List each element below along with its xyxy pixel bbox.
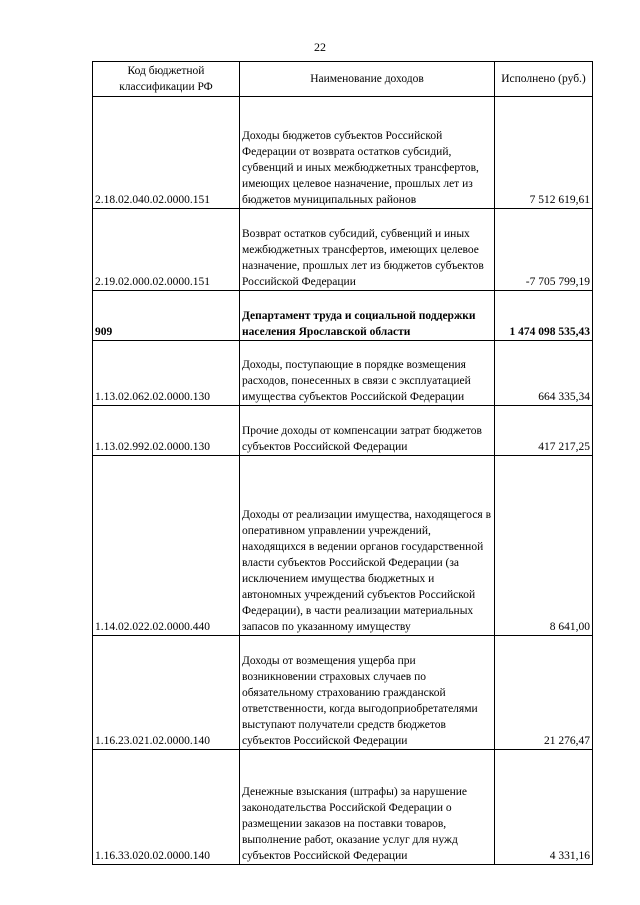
row-name: Департамент труда и социальной поддержки населения Ярославской области [240,291,495,341]
table-row [93,341,593,406]
row-amount: 8 641,00 [495,456,593,636]
table-row [93,97,593,209]
row-amount: 664 335,34 [495,341,593,406]
header-amount: Исполнено (руб.) [495,62,593,97]
row-name: Доходы бюджетов субъектов Российской Федерации от возврата остатков субсидий, субвенций и иных межбюджетных трансфертов, имеющих целевое назначение, прошлых лет из бюджетов муниципальных районов [240,97,495,209]
table-row-department [93,291,593,341]
table-row [93,636,593,750]
page-number: 22 [314,40,326,54]
row-code: 1.16.23.021.02.0000.140 [93,636,240,750]
row-name: Доходы, поступающие в порядке возмещения расходов, понесенных в связи с эксплуатацией имущества субъектов Российской Федерации [240,341,495,406]
table-row [93,406,593,456]
row-amount: 7 512 619,61 [495,97,593,209]
row-code: 1.13.02.992.02.0000.130 [93,406,240,456]
row-code: 1.13.02.062.02.0000.130 [93,341,240,406]
row-amount: 4 331,16 [495,750,593,865]
table-row [93,456,593,636]
row-code: 2.18.02.040.02.0000.151 [93,97,240,209]
row-name: Денежные взыскания (штрафы) за нарушение законодательства Российской Федерации о размещении заказов на поставки товаров, выполнение работ, оказание услуг для нужд субъектов Российской Федерации [240,750,495,865]
row-amount: 1 474 098 535,43 [495,291,593,341]
table-row [93,209,593,291]
table-header-row [93,62,593,97]
row-name: Доходы от возмещения ущерба при возникновении страховых случаев по обязательному страхованию гражданской ответственности, когда выгодоприобретателями выступают получатели средств бюджетов субъектов Российской Федерации [240,636,495,750]
row-code: 909 [93,291,240,341]
header-name: Наименование доходов [240,62,495,97]
row-code: 2.19.02.000.02.0000.151 [93,209,240,291]
revenue-table [92,61,593,865]
row-amount: 21 276,47 [495,636,593,750]
table-row [93,750,593,865]
row-amount: -7 705 799,19 [495,209,593,291]
row-code: 1.14.02.022.02.0000.440 [93,456,240,636]
row-name: Возврат остатков субсидий, субвенций и иных межбюджетных трансфертов, имеющих целевое назначение, прошлых лет из бюджетов субъектов Российской Федерации [240,209,495,291]
header-code: Код бюджетной классификации РФ [93,62,240,97]
row-code: 1.16.33.020.02.0000.140 [93,750,240,865]
row-name: Доходы от реализации имущества, находящегося в оперативном управлении учреждений, находящихся в ведении органов государственной власти субъектов Российской Федерации (за исключением имущества бюджетных и автономных учреждений субъектов Российской Федерации), в части реализации материальных запасов по указанному имуществу [240,456,495,636]
row-name: Прочие доходы от компенсации затрат бюджетов субъектов Российской Федерации [240,406,495,456]
row-amount: 417 217,25 [495,406,593,456]
